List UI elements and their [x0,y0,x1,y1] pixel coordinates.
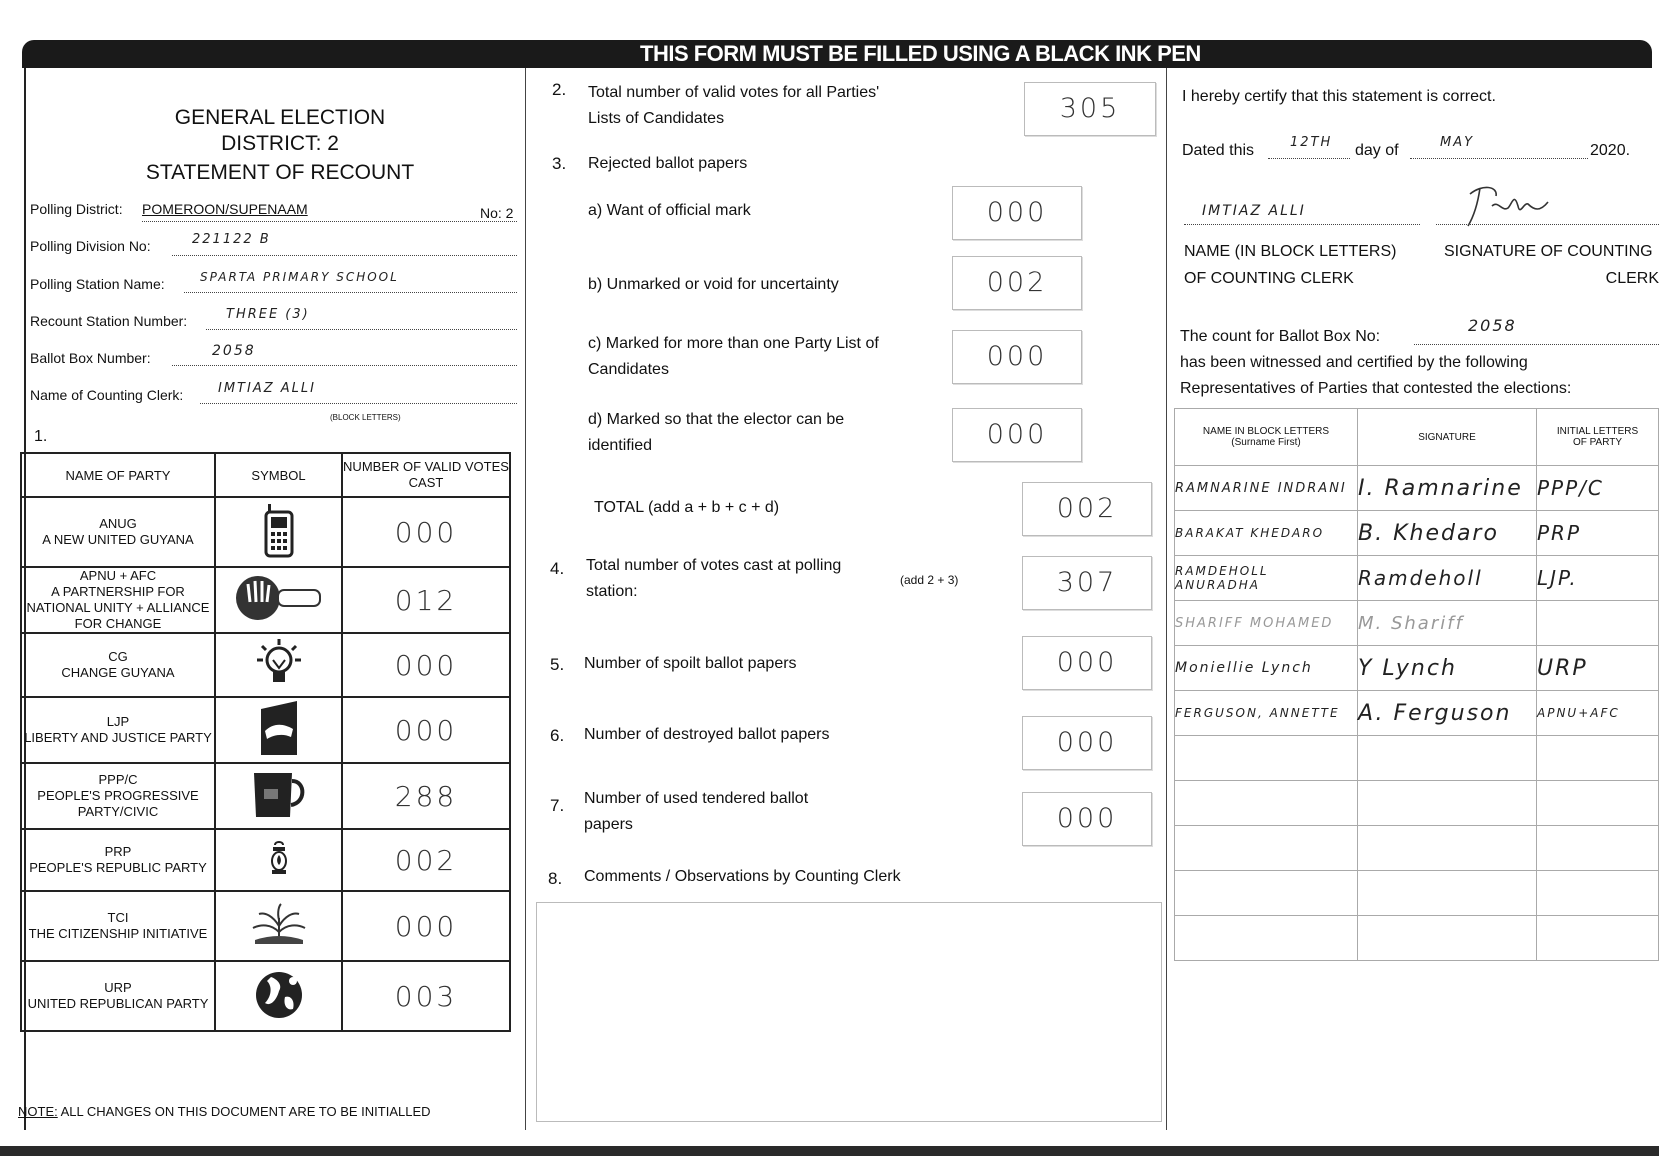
party-abbr: TCI [107,910,129,925]
certify-text: I hereby certify that this statement is correct. [1182,88,1496,105]
total-value: 002 [1022,482,1152,536]
note-text: ALL CHANGES ON THIS DOCUMENT ARE TO BE INITIALLED [60,1104,431,1119]
header-valid-votes: NUMBER OF VALID VOTES CAST [342,453,510,497]
rep-signature: B. Khedaro [1358,511,1537,556]
year-text: 2020. [1590,142,1631,159]
empty-cell [1537,871,1659,916]
votes-cell: 000 [342,697,510,763]
party-abbr: ANUG [99,516,137,531]
party-cell [21,961,215,1031]
symbol-cell [215,633,342,697]
rep-signature: M. Shariff [1358,601,1537,646]
reps-header [1175,409,1659,466]
party-name: A PARTNERSHIP FOR NATIONAL UNITY + ALLIANCE FOR CHANGE [26,584,210,631]
cellphone-icon [262,502,296,558]
empty-cell [1358,781,1537,826]
recount-station-value: THREE (3) [226,307,310,322]
count-for-label: The count for Ballot Box No: [1180,328,1381,345]
q8-number: 8. [548,869,563,888]
polling-division-value: 221122 B [192,232,271,247]
table-row [21,697,510,763]
empty-cell [1358,736,1537,781]
banner-text: THIS FORM MUST BE FILLED USING A BLACK INK PEN [640,41,1201,66]
rep-name: FERGUSON, ANNETTE [1175,691,1358,736]
empty-cell [1537,916,1659,961]
symbol-cell [215,891,342,961]
party-name: UNITED REPUBLICAN PARTY [27,996,209,1011]
q3c-value: 000 [952,330,1082,384]
empty-cell [1537,781,1659,826]
party-name: A NEW UNITED GUYANA [42,532,194,547]
rep-party: APNU+AFC [1537,691,1659,736]
polling-station-line [184,292,517,293]
rep-signature: Ramdeholl [1358,556,1537,601]
section-one-number: 1. [34,428,48,445]
party-abbr: APNU + AFC [79,568,157,583]
symbol-cell [215,763,342,829]
ballot-box-line [172,365,517,366]
month-value: MAY [1440,135,1475,150]
polling-district-label: Polling District: [30,201,123,217]
table-row [1175,781,1659,826]
q3-number: 3. [552,154,567,173]
symbol-cell [215,497,342,567]
recount-station-line [206,329,517,330]
name-label-line-2: OF COUNTING CLERK [1184,270,1354,287]
rep-signature: A. Ferguson [1358,691,1537,736]
q2-value: 305 [1024,82,1156,136]
table-row [1175,871,1659,916]
lantern-icon [269,841,289,875]
rep-name: RAMNARINE INDRANI [1175,466,1358,511]
q8-text: Comments / Observations by Counting Clerk [584,868,901,885]
party-name: LIBERTY AND JUSTICE PARTY [24,730,212,745]
count-box-line [1414,344,1659,345]
party-cell [21,497,215,567]
rep-name: BARAKAT KHEDARO [1175,511,1358,556]
district-no: No: 2 [480,205,514,221]
globe-icon [253,967,305,1021]
votes-cell: 000 [342,891,510,961]
header-rep-signature: SIGNATURE [1358,409,1537,466]
party-cell [21,891,215,961]
q3d-text: d) Marked so that the elector can be identified [588,411,845,454]
representatives-table [1174,408,1659,961]
party-table-header [21,453,510,497]
q3b-text: b) Unmarked or void for uncertainty [588,276,839,293]
party-cell [21,763,215,829]
q3d-value: 000 [952,408,1082,462]
table-row [21,891,510,961]
party-cell [21,829,215,891]
polling-station-label: Polling Station Name: [30,276,165,292]
clerk-name-line [1184,224,1420,225]
votes-cell: 002 [342,829,510,891]
empty-cell [1358,826,1537,871]
empty-cell [1537,826,1659,871]
q4-value: 307 [1022,556,1152,610]
clerk-signature-line [1436,224,1659,225]
header-rep-party [1537,409,1659,466]
table-row [1175,646,1659,691]
party-abbr: PPP/C [98,772,138,787]
votes-cell: 003 [342,961,510,1031]
empty-cell [1358,916,1537,961]
rep-name-header-2: (Surname First) [1231,437,1301,448]
votes-cell: 012 [342,567,510,633]
rep-party: PPP/C [1537,466,1659,511]
symbol-cell [215,697,342,763]
column-divider-1 [525,68,526,1130]
q4-hint: (add 2 + 3) [900,573,959,587]
clerk-value: IMTIAZ ALLI [218,381,316,396]
clerk-label: Name of Counting Clerk: [30,387,184,403]
q6-number: 6. [550,726,565,745]
rep-name: RAMDEHOLL ANURADHA [1175,556,1358,601]
table-row [21,497,510,567]
note [18,1104,431,1119]
empty-cell [1175,736,1358,781]
q3b-value: 002 [952,256,1082,310]
table-row [1175,466,1659,511]
q7-text: Number of used tendered ballot papers [584,790,809,833]
table-row [1175,916,1659,961]
rep-party-header-1: INITIAL LETTERS [1556,426,1639,437]
party-name: PEOPLE'S PROGRESSIVE PARTY/CIVIC [37,788,199,819]
dated-this-label: Dated this [1182,142,1255,159]
header-symbol: SYMBOL [215,453,342,497]
count-box-value: 2058 [1468,316,1517,335]
q3-text: Rejected ballot papers [588,155,748,172]
name-label-line-1: NAME (IN BLOCK LETTERS) [1184,243,1397,260]
q6-value: 000 [1022,716,1152,770]
table-row [21,829,510,891]
total-text: TOTAL (add a + b + c + d) [594,499,780,516]
rep-party [1537,601,1659,646]
empty-cell [1537,736,1659,781]
party-cell [21,697,215,763]
q7-number: 7. [550,796,565,815]
polling-station-value: SPARTA PRIMARY SCHOOL [200,270,399,284]
table-row [1175,691,1659,736]
day-value: 12TH [1290,135,1333,150]
rep-party: LJP. [1537,556,1659,601]
q2-text: Total number of valid votes for all Parties' Lists of Candidates [588,84,880,127]
rep-signature: I. Ramnarine [1358,466,1537,511]
empty-cell [1358,871,1537,916]
cup-icon [250,767,308,821]
table-row [1175,736,1659,781]
empty-cell [1175,916,1358,961]
q3a-value: 000 [952,186,1082,240]
form-title: GENERAL ELECTION [174,106,386,129]
table-row [1175,556,1659,601]
q4-text: Total number of votes cast at polling station: [586,557,842,600]
q3c-text: c) Marked for more than one Party List of Candidates [588,335,879,378]
recount-title: STATEMENT OF RECOUNT [145,161,415,184]
polling-district-value: POMEROON/SUPENAAM [142,201,308,217]
lightbulb-icon [256,638,302,688]
bottom-edge [0,1146,1659,1156]
header-rep-name [1175,409,1358,466]
plant-icon [247,902,311,946]
rep-name: SHARIFF MOHAMED [1175,601,1358,646]
hand-flag-icon [234,572,324,624]
note-label: NOTE: [18,1104,58,1119]
block-letters-note: (BLOCK LETTERS) [330,413,401,422]
table-row [1175,511,1659,556]
q5-text: Number of spoilt ballot papers [584,655,797,672]
party-abbr: LJP [106,714,130,729]
party-cell [21,567,215,633]
ballot-box-label: Ballot Box Number: [30,350,151,366]
ballot-box-value: 2058 [212,343,256,359]
party-name: PEOPLE'S REPUBLIC PARTY [29,860,207,875]
clerk-line [200,403,517,404]
header-party-name: NAME OF PARTY [21,453,215,497]
q5-number: 5. [550,655,565,674]
month-line [1410,158,1588,159]
q3a-text: a) Want of official mark [588,202,751,219]
column-divider-2 [1166,68,1167,1130]
signature-block-label [1444,238,1659,292]
table-row [1175,826,1659,871]
handshake-icon [257,699,301,757]
day-line [1268,158,1350,159]
symbol-cell [215,961,342,1031]
empty-cell [1175,781,1358,826]
polling-division-label: Polling Division No: [30,238,151,254]
rep-signature: Y Lynch [1358,646,1537,691]
votes-cell: 000 [342,633,510,697]
table-row [21,567,510,633]
signature-label-line-2: CLERK [1605,270,1659,287]
rep-name-header-1: NAME IN BLOCK LETTERS [1202,426,1330,437]
q5-value: 000 [1022,636,1152,690]
rep-party: PRP [1537,511,1659,556]
table-row [1175,601,1659,646]
clerk-name-value: IMTIAZ ALLI [1202,203,1306,219]
signature-label-line-1: SIGNATURE OF COUNTING [1444,243,1653,260]
rep-name: Moniellie Lynch [1175,646,1358,691]
q7-value: 000 [1022,792,1152,846]
polling-division-line [172,255,517,256]
name-block-label [1184,238,1396,292]
day-of-label: day of [1355,142,1399,159]
votes-cell: 000 [342,497,510,567]
district-title: DISTRICT: 2 [221,132,339,155]
party-name: THE CITIZENSHIP INITIATIVE [28,926,208,941]
rep-party: URP [1537,646,1659,691]
symbol-cell [215,567,342,633]
party-cell [21,633,215,697]
witnessed-line-2: Representatives of Parties that contested the elections: [1180,380,1572,397]
table-row [21,763,510,829]
party-abbr: PRP [104,844,132,859]
empty-cell [1175,826,1358,871]
party-abbr: URP [104,980,132,995]
q6-text: Number of destroyed ballot papers [584,726,830,743]
table-row [21,633,510,697]
party-abbr: CG [108,649,128,664]
q2-number: 2. [552,80,567,99]
polling-district-line [142,221,517,222]
votes-cell: 288 [342,763,510,829]
witnessed-line-1: has been witnessed and certified by the following [1180,354,1528,371]
party-table [20,452,511,1032]
empty-cell [1175,871,1358,916]
q4-number: 4. [550,559,565,578]
recount-station-label: Recount Station Number: [30,313,188,329]
symbol-cell [215,829,342,891]
comments-box [536,902,1162,1122]
rep-party-header-2: OF PARTY [1572,437,1623,448]
party-name: CHANGE GUYANA [61,665,175,680]
table-row [21,961,510,1031]
